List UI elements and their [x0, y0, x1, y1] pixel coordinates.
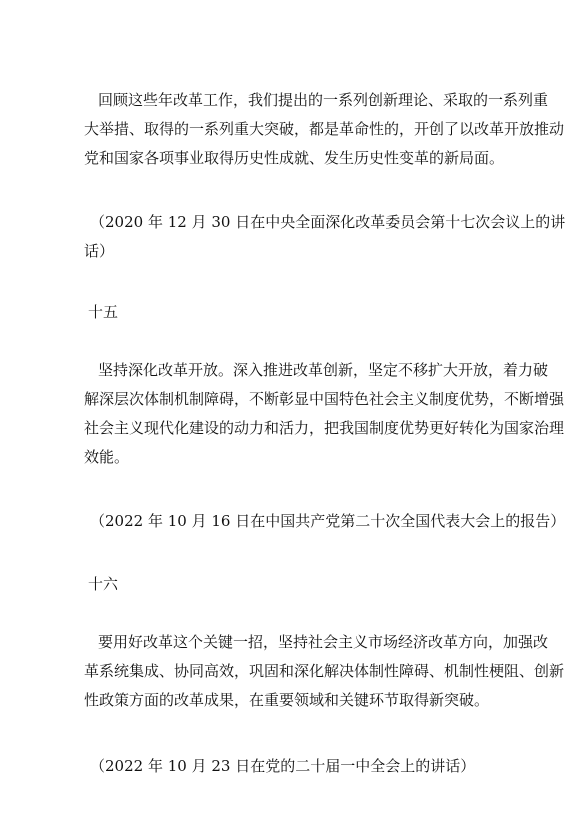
source-citation-2022-plenary	[84, 752, 516, 781]
section-heading-15: 十五	[88, 303, 119, 321]
source-citation-2022-report	[84, 507, 566, 536]
paragraph-line: 革系统集成、协同高效，巩固和深化解决体制性障碍、机制性梗阻、创新	[84, 662, 565, 680]
paragraph-deepen-reform-opening	[84, 356, 565, 472]
citation-line: （2020 年 12 月 30 日在中央全面深化改革委员会第十七次会议上的讲	[90, 213, 566, 231]
source-citation-2020	[84, 208, 566, 266]
paragraph-line: 回顾这些年改革工作，我们提出的一系列创新理论、采取的一系列重	[98, 91, 549, 109]
paragraph-key-move-reform	[84, 628, 565, 715]
section-heading-16: 十六	[88, 575, 119, 593]
paragraph-line: 要用好改革这个关键一招，坚持社会主义市场经济改革方向，加强改	[98, 633, 549, 651]
citation-line: 话）	[84, 242, 115, 260]
citation-line: （2022 年 10 月 23 日在党的二十届一中全会上的讲话）	[90, 757, 476, 775]
paragraph-line: 效能。	[84, 448, 130, 466]
paragraph-line: 社会主义现代化建设的动力和活力，把我国制度优势更好转化为国家治理	[84, 419, 565, 437]
paragraph-line: 性政策方面的改革成果，在重要领域和关键环节取得新突破。	[84, 691, 490, 709]
paragraph-line: 党和国家各项事业取得历史性成就、发生历史性变革的新局面。	[84, 149, 505, 167]
paragraph-review-reform-work	[84, 86, 565, 173]
paragraph-line: 大举措、取得的一系列重大突破，都是革命性的，开创了以改革开放推动	[84, 120, 565, 138]
paragraph-line: 坚持深化改革开放。深入推进改革创新，坚定不移扩大开放，着力破	[98, 361, 549, 379]
citation-line: （2022 年 10 月 16 日在中国共产党第二十次全国代表大会上的报告）	[90, 512, 566, 530]
paragraph-line: 解深层次体制机制障碍，不断彰显中国特色社会主义制度优势，不断增强	[84, 390, 565, 408]
